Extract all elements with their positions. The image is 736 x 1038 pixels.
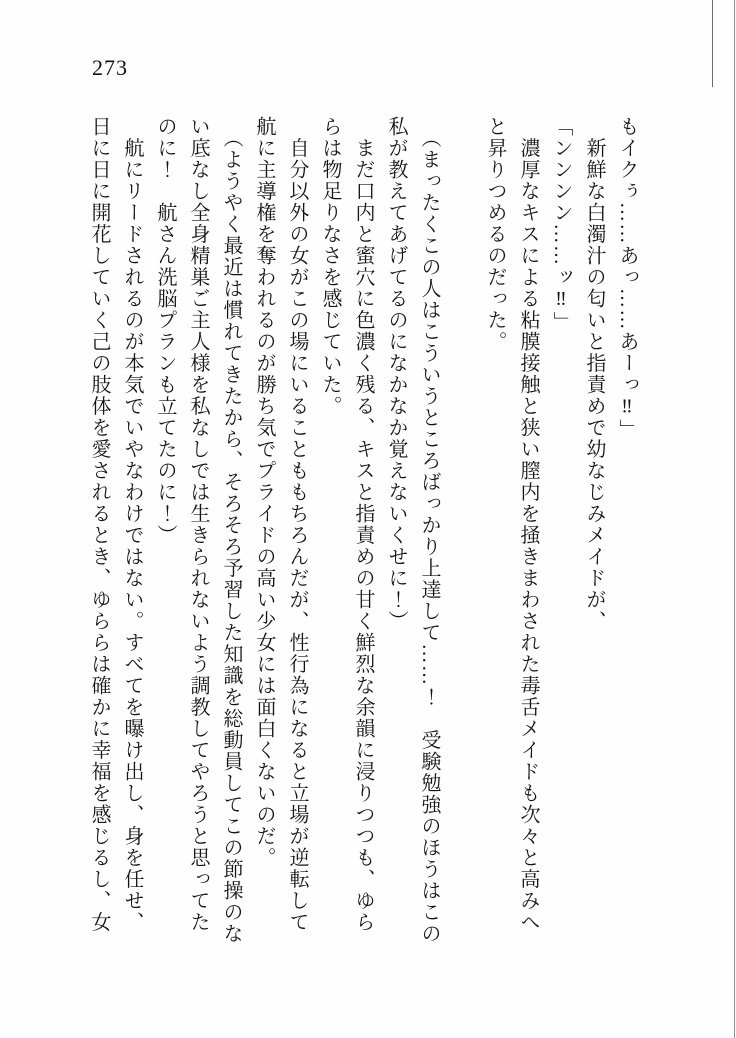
page-number: 273: [92, 55, 128, 80]
text-column: 航にリードされるのが本気でいやなわけではない。すべてを曝け出し、身を任せ、: [121, 116, 143, 933]
page-edge-line: [734, 0, 735, 1038]
text-column: と昇りつめるのだった。: [484, 116, 506, 353]
text-column: （まったくこの人はこういうところばっかり上達して……！ 受験勉強のほうはこの: [418, 116, 440, 945]
text-column: い底なし全身精巣ご主人様を私なしでは生きられないよう調教してやろうと思ってた: [187, 116, 209, 933]
text-column: 私が教えてあげてるのになかなか覚えないくせに！）: [385, 116, 407, 632]
text-column: （ようやく最近は慣れてきたから、そろそろ予習した知識を総動員してこの節操のな: [220, 116, 242, 945]
text-column: まだ口内と蜜穴に色濃く残る、キスと指責めの甘く鮮烈な余韻に浸りつつも、ゆら: [352, 116, 374, 933]
text-column: のに！ 航さん洗脳プランも立てたのに！）: [154, 116, 176, 546]
text-column: 濃厚なキスによる粘膜接触と狭い膣内を掻きまわされた毒舌メイドも次々と高みへ: [517, 116, 539, 933]
text-column: 日に日に開花していく己の肢体を愛されるとき、ゆららは確かに幸福を感じるし、女: [88, 116, 110, 933]
vertical-text-block: [82, 116, 643, 972]
text-column: 「ンンンン……ッ‼」: [550, 116, 572, 333]
text-column: もイクぅ……あっ……あーっ‼」: [616, 116, 638, 441]
scan-gutter-line: [712, 0, 713, 87]
text-column: 航に主導権を奪われるのが勝ち気でプライドの高い少女には面白くないのだ。: [253, 116, 275, 869]
text-column: 自分以外の女がこの場にいることももちろんだが、性行為になると立場が逆転して: [286, 116, 308, 933]
text-column: 新鮮な白濁汁の匂いと指責めで幼なじみメイドが、: [583, 116, 605, 632]
text-column: らは物足りなさを感じていた。: [319, 116, 341, 417]
